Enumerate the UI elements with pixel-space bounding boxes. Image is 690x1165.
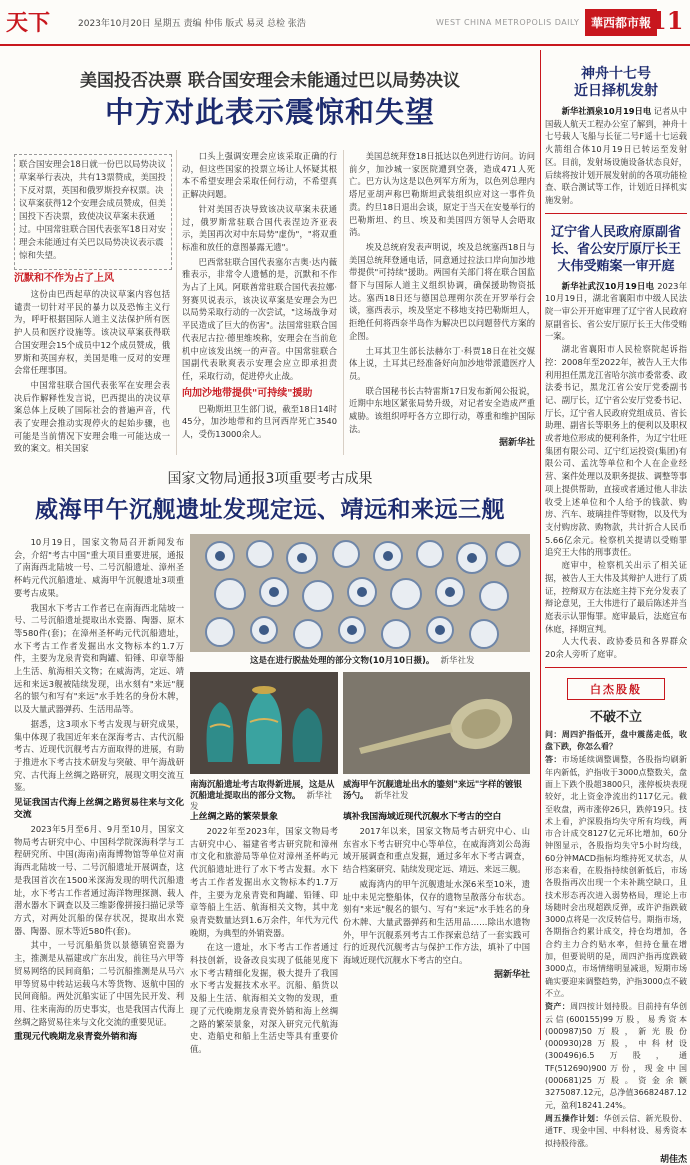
photo-south-china-sea-relics — [190, 672, 338, 774]
issue-meta: 2023年10月20日 星期五 责编 仲伟 版式 易灵 总检 张浩 — [78, 19, 306, 29]
story2-para: 10月19日，国家文物局召开新闻发布会，介绍"考古中国"重大项目重要进展，通报了南海西北陆坡一号、二号沉船遗址、漳州圣杯屿元代沉船遗址、威海甲午沉舰遗址3项重要考古成果。 — [14, 537, 184, 598]
shenzhou-body: 新华社酒泉10月19日电 记者从中国载人航天工程办公室了解到，神舟十七号载人飞船与长征二号F遥十七运载火箭组合体10月19日已转运至发射区。目前，发射场设施设备状态良好，后续将按计划开展发射前的各项功能检查、联合测试等工作，计划近日择机实施发射。 — [545, 106, 688, 205]
story2-subhead-1: 见证我国古代海上丝绸之路贸易往来与文化交流 — [14, 798, 184, 821]
photo-caption-3: 威海甲午沉舰遗址出水的鎏刻"来远"字样的镀银汤勺。 新华社发 — [343, 780, 522, 801]
photo-credit: 新华社发 — [374, 791, 409, 801]
paper-logo: 華西都市報 — [585, 9, 657, 36]
story1-kicker: 美国投否决票 联合国安理会未能通过巴以局势决议 — [80, 71, 460, 91]
story1-para: 中国常驻联合国代表张军在安理会表决后作解释性发言说，巴西提出的决议草案总体上反映了国际社会的普遍声音，代表了安理会推动实现停火的起始步骤，也可能是当前情况下安理会唯一可能达成一致的案文。相关国家 — [14, 379, 170, 454]
photo-credit: 新华社发 — [440, 656, 475, 666]
story1-para: 口头上强调安理会应该采取正确的行动，但这些国家的投票立场让人怀疑其根本不希望安理会采取任何行动，不希望真正解决问题。 — [182, 151, 337, 200]
story2-para: 我国水下考古工作者已在南海西北陆坡一号、二号沉船遗址提取出水瓷器、陶器、原木等580件(套)；在漳州圣杯屿元代沉船遗址，水下考古工作者发掘出水文物标本约1.7万件，主要为龙泉青瓷和陶罐、铅锤、印章等船上生活、航海相关文物；在威海湾，定远、靖远和来远3舰被陆续发现，出水刻有"来远"舰名的银勺和写有"来远"水手姓名的身份木牌，以及大量武器弹药、生活用品等。 — [14, 602, 184, 715]
story2-subhead-2: 重现元代晚期龙泉青瓷外销和海 — [14, 1032, 138, 1043]
photo-relics-desalting — [190, 534, 530, 652]
shenzhou-headline: 神舟十七号 近日择机发射 — [574, 66, 658, 99]
stock-column-body: 问：周四沪指低开，盘中震荡走低，收盘下跌，你怎么看？ 答：市场延续调整调整，各股指均刷新年内新低，沪指收于3000点整数关，盘面上下跌个股超3800只，涨停板块表现较好，北上资金净流出约117亿元。截至收盘，两市涨停26只，跌停19只。技术上看，沪深股指均失守所有均线，两市合计成交8127亿元环比增加，60分钟图显示，各股指均失守5小时均线，60分钟MACD指标均维持死叉状态，从形态来看，在股指持续创新低后，市场各股指再次出现一个未补跳空缺口，且技术形态再次进入弱势格局，理论上市场随时会出现超跌反弹，或许沪指跌破3000点将是一次反转信号。期指市场，各期指合约累计成交，持仓均增加，各合约主力合约贴水率，但持仓量在增加，但要说明的是，周四沪指再度跌破3000点，市场情绪明显减退，短期市场确实要迎来调整趋势，沪指3000点不破不立。 资产：周四按计划持股。目前持有华创云信(600155)99万股，易秀资本(000987)50万股，新光股份(000930)28万股，中科材设(300496)6.5万股，通TF(512690)900万份，现金中国(000681)25万股。资金余额3275087.12元，总净值36682487.12元，盈利18241.24%。 周五操作计划：华创云信、新光股份、通TF、现金中国、中科材设、易秀资本拟持股待涨。 — [545, 729, 687, 1148]
story1-headline: 中方对此表示震惊和失望 — [104, 95, 435, 129]
story1-para: 巴勒斯坦卫生部门说，截至18日14时45分，加沙地带和约旦河西岸死亡3540人，受伤13000余人。 — [182, 403, 337, 440]
story2-subhead-3: 上丝绸之路的繁荣景象 — [190, 812, 278, 822]
story2-col2 — [190, 808, 338, 1054]
story1-col2 — [182, 150, 337, 458]
story1-para: 美国总统拜登18日抵达以色列进行访问。访问前夕，加沙城一家医院遭到空袭，造成471人死亡。巴方认为这是以色列军方所为，以色列总理内塔尼亚胡声称巴勒斯坦武装组织应对这一事件负责。约旦18日退出会谈，原定于当天在安曼举行的巴勒斯坦、约旦、埃及和美国四方领导人会晤取消。 — [349, 151, 535, 238]
photo-laiyuan-spoon — [343, 672, 530, 774]
story2-kicker: 国家文物局通报3项重要考古成果 — [167, 471, 373, 487]
story2-col1 — [14, 536, 184, 1041]
story2-source: 据新华社 — [493, 969, 530, 980]
story1-para: 针对美国否决导致该决议草案未获通过，俄罗斯常驻联合国代表涅边齐亚表示，美国再次对中东局势"虚伪"，"将双重标准和放任的意图暴露无遗"。 — [182, 203, 337, 252]
story2-para: 其中，一号沉船船货以景德镇窑瓷器为主，推测是从福建或广东出发，前往马六甲等贸易网络的民间商船；二号沉船推测是从马六甲等贸易中转站运载乌木等货物、返航中国的民间商船。两处沉船实证了中国先民开发、利用、往来南海的历史事实，也是我国古代海上丝绸之路贸易往来与文化交流的重要见证。 — [14, 940, 184, 1027]
story1-col1 — [14, 268, 170, 458]
column-tag: 白杰股般 — [567, 678, 665, 700]
page-header — [0, 0, 690, 46]
story2-para: 据悉，这3项水下考古发现与研究成果，集中体现了我国近年来在深海考古、古代沉船考古、近现代沉舰考古方面取得的进展，有助于推进水下考古技术研发与突破、甲午海战研究、古代海上丝绸之路研究，展现文明交流互鉴。 — [14, 718, 184, 793]
story1-col3 — [349, 150, 535, 458]
story1-subhead-1: 沉默和不作为占了上风 — [14, 273, 114, 284]
stock-column-headline: 不破不立 — [589, 709, 642, 725]
story2-para: 在这一遗址，水下考古工作者通过科技创新，设备改良实现了低能见度下水下考古精细化发掘，极大提升了我国水下考古发掘技术水平。沉船、船货以及船上生活、航海相关文物的发现，重现了元代晚期龙泉青瓷外销和海上丝绸之路的繁荣景象，对深入研究元代航海史、造船史和船上生活史等具有重要价值。 — [190, 942, 338, 1054]
author-signature: 胡佳杰 — [659, 1154, 687, 1165]
right-column — [545, 46, 688, 1165]
photo-caption-2: 南海沉船遗址考古取得新进展，这是从沉船遗址提取出的部分文物。 新华社发 — [190, 780, 335, 812]
wang-dawei-body: 新华社武汉10月19日电 2023年10月19日，湖北省襄阳市中级人民法院一审公开开庭审理了辽宁省人民政府原副省长、省公安厅原厅长王大伟受贿一案。 湖北省襄阳市人民检察院起诉指控：2008年至2022年，被告人王大伟利用担任黑龙江省哈尔滨市委常委、政法委书记，黑龙江省公安厅党委副书记、副厅长，辽宁省公安厅党委书记、厅长，辽宁省人民政府党组成员、省长助理、副省长等职务上的便利以及职权或者地位形成的便利条件，为辽宁壮旺集团有限公司、辽宁红运投资(集团)有限公司、孟沈等单位和个人在企业经营、案件处理以及职务提拔、调整等事项上提供帮助，直接或者通过他人非法收受上述单位和个人给予的钱款、购房、汽车、玻璃挂件等财物，以及代为支付购房款、购物款，共计折合人民币5.66亿余元。检察机关提请以受贿罪追究王大伟的刑事责任。 庭审中，检察机关出示了相关证据，被告人王大伟及其辩护人进行了质证，控辩双方在法庭主持下充分发表了辩论意见，王大伟进行了最后陈述并当庭表示认罪悔罪。庭审最后，法庭宣布休庭，择期宣判。 人大代表、政协委员和各界群众20余人旁听了庭审。 — [545, 280, 688, 660]
story1-para: 联合国秘书长古特雷斯17日发布新闻公报说，近期中东地区紧张局势升级，对记者安全造成严重威胁。该组织呼吁各方立即行动，尊重和维护国际法。 — [349, 385, 535, 434]
section-name: 天下 — [6, 10, 51, 36]
page-number: 11 — [650, 6, 684, 35]
story2-headline: 威海甲午沉舰遗址发现定远、靖远和来远三舰 — [35, 497, 505, 523]
story1-source: 据新华社 — [498, 438, 535, 449]
story1-subhead-2: 向加沙地带提供"可持续"援助 — [182, 387, 313, 399]
story2-para: 2023年5月至6月、9月至10月，国家文物局考古研究中心、中国科学院深海科学与工程研究所、中国(海南)南海博物馆等单位对南海西北陆坡一号、二号沉船遗址开展调查，这是我国首次在1500米深海发现的明代沉船遗址，水下考古工作者通过海洋物理探测、载人潜水器水下调查以及三维影像拼接扫描记录等方式，对两处沉船的保存状况，提取出水瓷器、陶器、原木等近580件(套)。 — [14, 824, 184, 936]
photo-credit: 新华社发 — [190, 791, 333, 812]
photo-caption-1: 这是在进行脱盐处理的部分文物(10月10日摄)。 新华社发 — [250, 656, 475, 666]
story2-subhead-4: 填补我国海域近现代沉舰水下考古的空白 — [343, 812, 502, 822]
story2-para: 威海湾内的甲午沉舰遗址水深6米至10米，遗址中未见完整船体，仅存的遗物呈散落分布状态。刻有"来远"舰名的银勺、写有"来远"水手姓名的身份木牌、大量武器弹药和生活用品……除出水遗物外，甲午沉舰系列考古工作探索总结了一套实践可行的近现代沉舰考古与保护工作方法，填补了中国海域近现代沉舰水下考古的空白。 — [343, 878, 530, 966]
story2-para: 2022年至2023年，国家文物局考古研究中心、福建省考古研究院和漳州市文化和旅游局等单位对漳州圣杯屿元代沉船遗址进行了水下考古发掘。水下考古工作者发掘出水文物标本约1.7万件，主要为龙泉青瓷和陶罐、铅锤、印章等船上生活、航海相关文物，其中龙泉青瓷数量达到1.6万余件，年代为元代晚期，为典型的外销瓷器。 — [190, 826, 338, 938]
story1-para: 这份由巴西起草的决议草案内容包括谴责一切针对平民的暴力以及恐怖主义行为，呼吁根据国际人道主义法保护所有医护人员和医疗设施等。该决议草案获得联合国安理会15个成员中12个成员赞成，俄罗斯和英国弃权，美国是唯一反对的安理会常任理事国。 — [14, 289, 170, 376]
story1-para: 埃及总统府发表声明说，埃及总统塞西18日与美国总统拜登通电话，同意通过拉法口岸向加沙地带提供"可持续"援助。两国有关部门将在联合国监督下与国际人道主义组织协调，确保援助物资抵达。塞西18日还与德国总理朔尔茨在开罗举行会谈，塞西表示，埃及坚定不移地支持巴勒斯坦人，拒绝任何将西奈半岛作为解决巴以问题替代方案的企图。 — [349, 241, 535, 341]
story2-para: 2017年以来，国家文物局考古研究中心、山东省水下考古研究中心等单位，在威海湾刘公岛海域开展调查和重点发掘，通过多年水下考古调查，结合档案研究、陆续发现定远、靖远、来远三舰。 — [343, 826, 530, 875]
story2-col3 — [343, 808, 530, 1042]
wang-dawei-headline: 辽宁省人民政府原副省长、省公安厅原厅长王大伟受贿案一审开庭 — [550, 224, 681, 274]
story1-para: 巴西常驻联合国代表塞尔吉奥·达内薇雅表示，非常令人遗憾的是，沉默和不作为占了上风。阿联酋常驻联合国代表拉娜·努赛贝说表示，该决议草案是安理会为巴以局势采取行动的一次尝试，"这场战争对平民造成了巨大的伤害"。法国常驻联合国代表尼古拉·德里维埃称，安理会在当前危机中应该发出统一的声音。中国常驻联合国副代表耿爽表示安理会应立即承担责任，采取行动，促进停火止战。 — [182, 256, 337, 381]
story1-para: 土耳其卫生部长法赫尔丁·科贾18日在社交媒体上说，土耳其已经准备好向加沙地带派遣医疗人员。 — [349, 345, 535, 381]
paper-name-en: WEST CHINA METROPOLIS DAILY — [436, 18, 580, 27]
story1-lede: 联合国安理会18日就一份巴以局势决议草案举行表决，共有13票赞成，美国投下反对票，英国和俄罗斯投弃权票。决议草案获得12个安理会成员赞成，但美国投下否决票，致使决议草案未获通过。中国常驻联合国代表张军18日对安理会未能通过有关巴以局势决议表示震惊和失望。 — [14, 154, 172, 270]
